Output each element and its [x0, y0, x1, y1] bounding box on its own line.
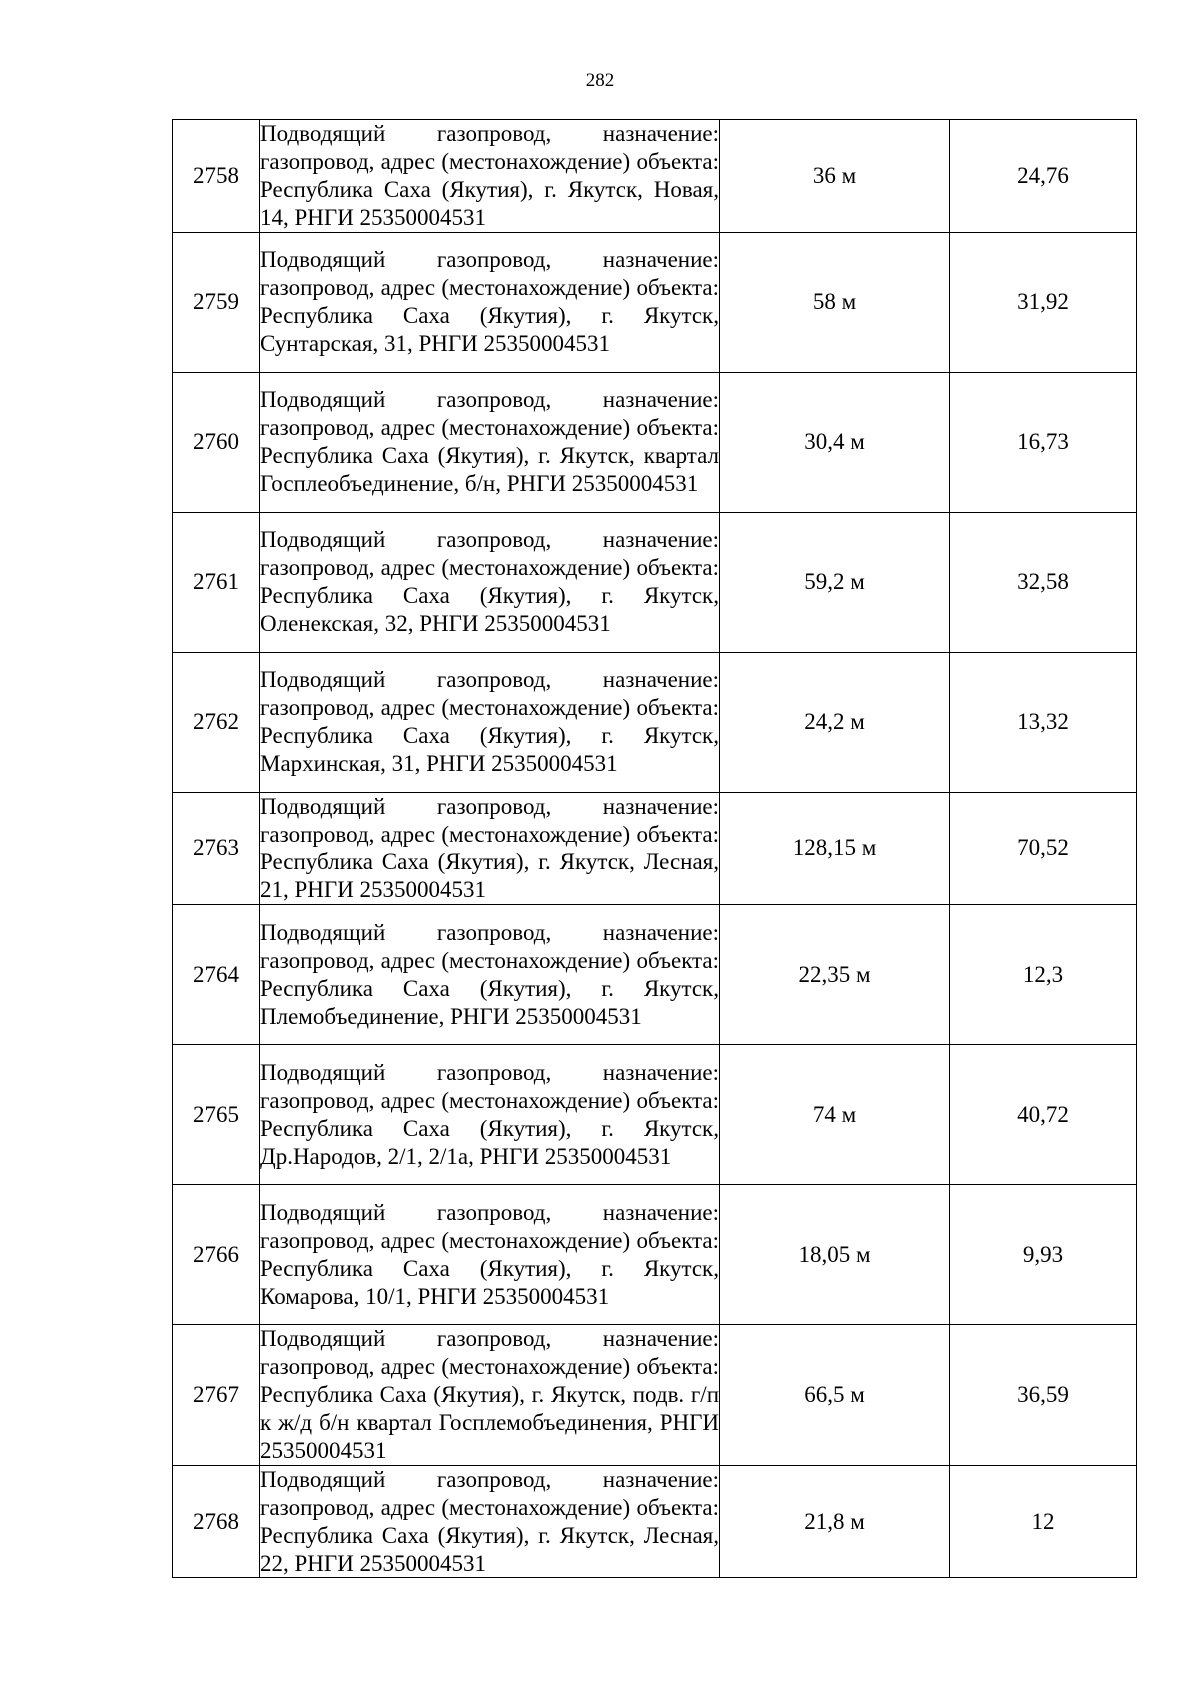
- object-length: 36 м: [720, 120, 950, 233]
- row-number: 2759: [173, 232, 260, 372]
- object-description: Подводящий газопровод, назначение: газопровод, адрес (местонахождение) объекта: Республика Саха (Якутия), г. Якутск, Лесная, 21, РНГИ 25350004531: [260, 792, 720, 905]
- table-row: [173, 1185, 1137, 1325]
- row-number: 2763: [173, 792, 260, 905]
- object-value: 12,3: [950, 905, 1137, 1045]
- object-description: Подводящий газопровод, назначение: газопровод, адрес (местонахождение) объекта: Республика Саха (Якутия), г. Якутск, Мархинская, 31, РНГИ 25350004531: [260, 652, 720, 792]
- object-length: 24,2 м: [720, 652, 950, 792]
- table-row: [173, 120, 1137, 233]
- object-description: Подводящий газопровод, назначение: газопровод, адрес (местонахождение) объекта: Республика Саха (Якутия), г. Якутск, Сунтарская, 31, РНГИ 25350004531: [260, 232, 720, 372]
- row-number: 2760: [173, 372, 260, 512]
- table-row: [173, 652, 1137, 792]
- object-description: Подводящий газопровод, назначение: газопровод, адрес (местонахождение) объекта: Республика Саха (Якутия), г. Якутск, Комарова, 10/1, РНГИ 25350004531: [260, 1185, 720, 1325]
- page-number: 282: [585, 70, 615, 91]
- object-value: 24,76: [950, 120, 1137, 233]
- object-value: 13,32: [950, 652, 1137, 792]
- object-length: 74 м: [720, 1045, 950, 1185]
- object-length: 30,4 м: [720, 372, 950, 512]
- row-number: 2761: [173, 512, 260, 652]
- object-length: 66,5 м: [720, 1325, 950, 1466]
- object-description: Подводящий газопровод, назначение: газопровод, адрес (местонахождение) объекта: Республика Саха (Якутия), г. Якутск, Племобъединение, РНГИ 25350004531: [260, 905, 720, 1045]
- object-description: Подводящий газопровод, назначение: газопровод, адрес (местонахождение) объекта: Республика Саха (Якутия), г. Якутск, Др.Народов, 2/1, 2/1а, РНГИ 25350004531: [260, 1045, 720, 1185]
- table-row: [173, 1465, 1137, 1578]
- row-number: 2764: [173, 905, 260, 1045]
- table-row: [173, 372, 1137, 512]
- table-row: [173, 232, 1137, 372]
- object-length: 21,8 м: [720, 1465, 950, 1578]
- object-value: 12: [950, 1465, 1137, 1578]
- object-length: 18,05 м: [720, 1185, 950, 1325]
- object-value: 32,58: [950, 512, 1137, 652]
- object-value: 31,92: [950, 232, 1137, 372]
- object-value: 36,59: [950, 1325, 1137, 1466]
- table-row: [173, 792, 1137, 905]
- object-length: 128,15 м: [720, 792, 950, 905]
- object-value: 70,52: [950, 792, 1137, 905]
- object-description: Подводящий газопровод, назначение: газопровод, адрес (местонахождение) объекта: Республика Саха (Якутия), г. Якутск, Оленекская, 32, РНГИ 25350004531: [260, 512, 720, 652]
- object-value: 16,73: [950, 372, 1137, 512]
- object-description: Подводящий газопровод, назначение: газопровод, адрес (местонахождение) объекта: Республика Саха (Якутия), г. Якутск, подв. г/п к ж/д б/н квартал Госплемобъединения, РНГИ 25350004531: [260, 1325, 720, 1466]
- row-number: 2762: [173, 652, 260, 792]
- row-number: 2768: [173, 1465, 260, 1578]
- object-length: 58 м: [720, 232, 950, 372]
- row-number: 2766: [173, 1185, 260, 1325]
- object-value: 9,93: [950, 1185, 1137, 1325]
- object-description: Подводящий газопровод, назначение: газопровод, адрес (местонахождение) объекта: Республика Саха (Якутия), г. Якутск, Новая, 14, РНГИ 25350004531: [260, 120, 720, 233]
- object-value: 40,72: [950, 1045, 1137, 1185]
- object-length: 22,35 м: [720, 905, 950, 1045]
- row-number: 2758: [173, 120, 260, 233]
- row-number: 2765: [173, 1045, 260, 1185]
- object-length: 59,2 м: [720, 512, 950, 652]
- registry-table: [172, 119, 1137, 1578]
- object-description: Подводящий газопровод, назначение: газопровод, адрес (местонахождение) объекта: Республика Саха (Якутия), г. Якутск, Лесная, 22, РНГИ 25350004531: [260, 1465, 720, 1578]
- table-row: [173, 1325, 1137, 1466]
- table-row: [173, 1045, 1137, 1185]
- table-row: [173, 512, 1137, 652]
- table-row: [173, 905, 1137, 1045]
- object-description: Подводящий газопровод, назначение: газопровод, адрес (местонахождение) объекта: Республика Саха (Якутия), г. Якутск, квартал Госплеобъединение, б/н, РНГИ 25350004531: [260, 372, 720, 512]
- row-number: 2767: [173, 1325, 260, 1466]
